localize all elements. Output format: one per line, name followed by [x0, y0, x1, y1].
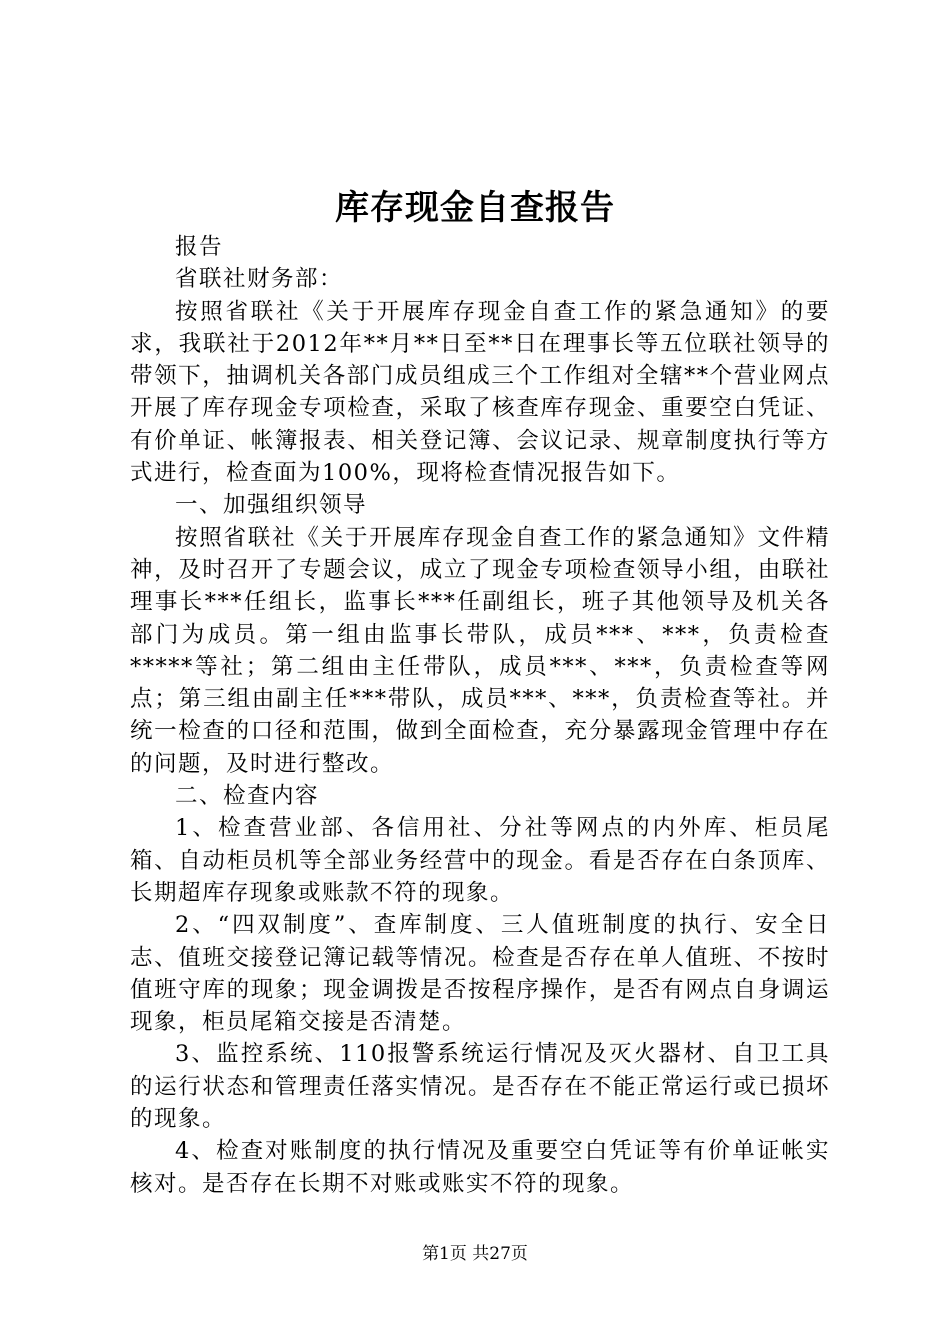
paragraph-item-1: 1、检查营业部、各信用社、分社等网点的内外库、柜员尾箱、自动柜员机等全部业务经营中的现金。看是否存在白条顶库、长期超库存现象或账款不符的现象。 [130, 815, 830, 906]
paragraph-item-3: 3、监控系统、110报警系统运行情况及灭火器材、自卫工具的运行状态和管理责任落实情况。是否存在不能正常运行或已损坏的现象。 [130, 1041, 830, 1133]
paragraph-addressee: 省联社财务部： [175, 266, 344, 293]
section-heading-2: 二、检查内容 [175, 783, 320, 810]
page-number-footer: 第1页 共27页 [422, 1244, 528, 1264]
section-heading-1: 一、加强组织领导 [175, 492, 368, 519]
paragraph-report-label: 报告 [175, 234, 224, 260]
paragraph-organization: 按照省联社《关于开展库存现金自查工作的紧急通知》文件精神，及时召开了专题会议，成立了现金专项检查领导小组，由联社理事长***任组长，监事长***任副组长，班子其他领导及机关各部门为成员。第一组由监事长带队，成员***、***，负责检查*****等社；第二组由主任带队，成员***、***，负责检查等网点；第三组由副主任***带队，成员***、***，负责检查等社。并统一检查的口径和范围，做到全面检查，充分暴露现金管理中存在的问题，及时进行整改。 [130, 524, 830, 777]
paragraph-intro: 按照省联社《关于开展库存现金自查工作的紧急通知》的要求，我联社于2012年**月**日至**日在理事长等五位联社领导的带领下，抽调机关各部门成员组成三个工作组对全辖**个营业网点开展了库存现金专项检查，采取了核查库存现金、重要空白凭证、有价单证、帐簿报表、相关登记簿、会议记录、规章制度执行等方式进行，检查面为100%，现将检查情况报告如下。 [130, 298, 830, 487]
document-body [130, 231, 830, 1200]
paragraph-item-2: 2、“四双制度”、查库制度、三人值班制度的执行、安全日志、值班交接登记簿记载等情况。检查是否存在单人值班、不按时值班守库的现象；现金调拨是否按程序操作，是否有网点自身调运现象，柜员尾箱交接是否清楚。 [130, 912, 830, 1036]
document-title: 库存现金自查报告 [335, 188, 615, 228]
paragraph-item-4: 4、检查对账制度的执行情况及重要空白凭证等有价单证帐实核对。是否存在长期不对账或账实不符的现象。 [130, 1138, 830, 1197]
